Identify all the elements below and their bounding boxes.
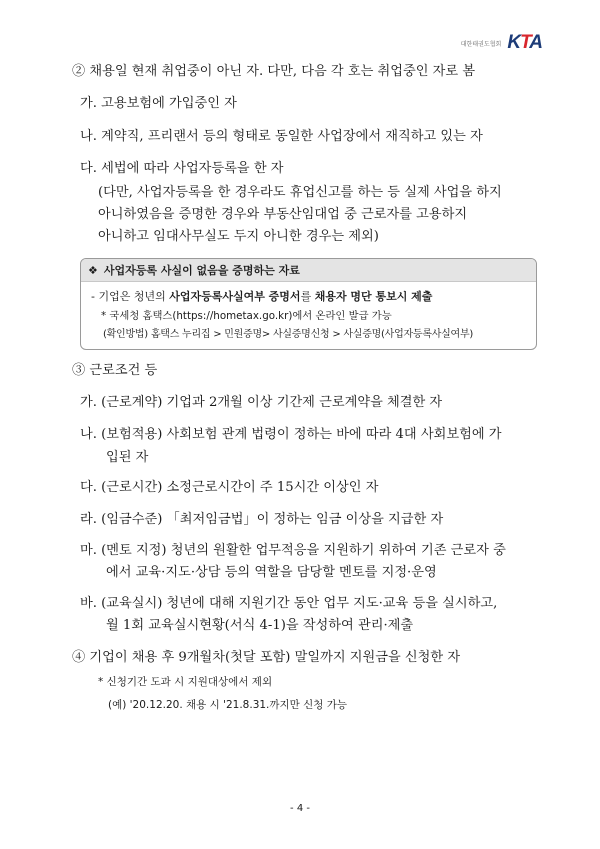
section3-title: ③ 근로조건 등 bbox=[72, 363, 158, 378]
box-header bbox=[81, 259, 536, 282]
section2-item-c-note-2: 아니하였음을 증명한 경우와 부동산임대업 중 근로자를 고용하지 bbox=[98, 207, 468, 222]
kta-logo: KTA bbox=[507, 32, 542, 53]
section4-title: ④ 기업이 채용 후 9개월차(첫달 포함) 말일까지 지원금을 신청한 자 bbox=[72, 650, 461, 665]
section3-item-b-2: 입된 자 bbox=[106, 450, 149, 465]
section3-item-a: 가. (근로계약) 기업과 2개월 이상 기간제 근로계약을 체결한 자 bbox=[80, 395, 443, 410]
section3-item-e-2: 에서 교육·지도·상담 등의 역할을 담당할 멘토를 지정·운영 bbox=[106, 565, 437, 580]
page-number: - 4 - bbox=[290, 803, 310, 814]
section2-item-c-note-1: (다만, 사업자등록을 한 경우라도 휴업신고를 하는 등 실제 사업을 하지 bbox=[98, 185, 502, 200]
box-line-2: * 국세청 홈택스(https://hometax.go.kr)에서 온라인 발급 가능 bbox=[101, 310, 392, 322]
section2-item-a: 가. 고용보험에 가입중인 자 bbox=[80, 96, 237, 111]
section3-item-f-1: 바. (교육실시) 청년에 대해 지원기간 동안 업무 지도·교육 등을 실시하고, bbox=[80, 596, 498, 611]
diamond-bullet-icon: ❖ bbox=[88, 263, 98, 277]
section4-example: (예) '20.12.20. 채용 시 '21.8.31.까지만 신청 가능 bbox=[108, 699, 348, 711]
section3-item-b-1: 나. (보험적용) 사회보험 관계 법령이 정하는 바에 따라 4대 사회보험에 가 bbox=[80, 427, 502, 442]
box-title: 사업자등록 사실이 없음을 증명하는 자료 bbox=[103, 264, 300, 277]
section2-title: ② 채용일 현재 취업중이 아닌 자. 다만, 다음 각 호는 취업중인 자로 봄 bbox=[72, 64, 476, 79]
section3-item-c: 다. (근로시간) 소정근로시간이 주 15시간 이상인 자 bbox=[80, 480, 379, 495]
section3-item-e-1: 마. (멘토 지정) 청년의 원활한 업무적응을 지원하기 위하여 기존 근로자 중 bbox=[80, 543, 506, 558]
section4-note: * 신청기간 도과 시 지원대상에서 제외 bbox=[98, 676, 273, 688]
section2-item-b: 나. 계약직, 프리랜서 등의 형태로 동일한 사업장에서 재직하고 있는 자 bbox=[80, 129, 483, 144]
header-logo bbox=[461, 32, 542, 54]
proof-documents-box bbox=[80, 258, 537, 350]
section2-item-c-note-3: 아니하고 임대사무실도 두지 아니한 경우는 제외) bbox=[98, 229, 379, 244]
section3-item-f-2: 월 1회 교육실시현황(서식 4-1)을 작성하여 관리·제출 bbox=[106, 618, 414, 633]
box-line-3: (확인방법) 홈택스 누리집 > 민원증명> 사실증명신청 > 사실증명(사업자등록사실여부) bbox=[103, 329, 474, 340]
box-line-1: - 기업은 청년의 사업자등록사실여부 증명서를 채용자 명단 통보시 제출 bbox=[91, 290, 433, 303]
section2-item-c: 다. 세법에 따라 사업자등록을 한 자 bbox=[80, 161, 284, 176]
section3-item-d: 라. (임금수준) 「최저임금법」이 정하는 임금 이상을 지급한 자 bbox=[80, 512, 444, 527]
org-name: 대한태권도협회 bbox=[460, 40, 502, 48]
